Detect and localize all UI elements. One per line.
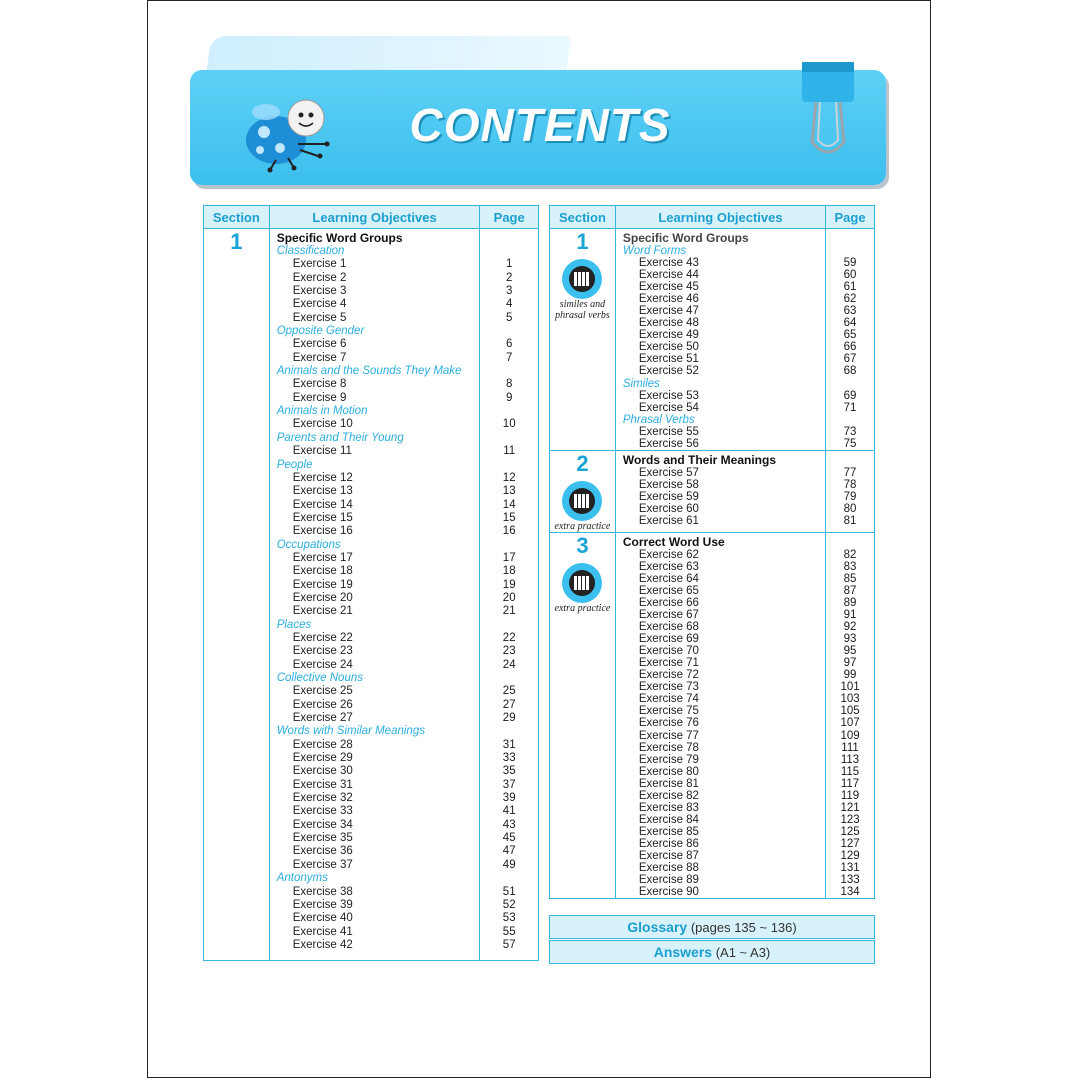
objectives-cell <box>615 450 825 532</box>
page-number: 109 <box>840 729 860 742</box>
exercise-link[interactable]: Exercise 34 <box>292 818 353 831</box>
exercise-link[interactable]: Exercise 32 <box>292 792 353 805</box>
exercise-link[interactable]: Exercise 28 <box>292 738 353 751</box>
objectives-header: Learning Objectives <box>269 206 480 229</box>
glossary-label: Glossary <box>627 919 688 935</box>
page-number: 60 <box>843 269 857 282</box>
page-number: 8 <box>506 378 513 391</box>
page-number: 41 <box>502 805 516 818</box>
exercise-link[interactable]: Exercise 81 <box>638 777 699 790</box>
subheading: Similes <box>622 377 660 390</box>
exercise-link[interactable]: Exercise 87 <box>638 849 699 862</box>
page-number: 80 <box>843 502 857 515</box>
section-cell <box>550 532 616 898</box>
exercise-link[interactable]: Exercise 58 <box>638 478 699 491</box>
section-header: Section <box>550 206 616 229</box>
group-title: Words and Their Meanings <box>622 452 777 467</box>
subheading: Collective Nouns <box>276 672 363 684</box>
page-number: 87 <box>843 584 857 597</box>
page-number: 31 <box>502 738 516 751</box>
exercise-link[interactable]: Exercise 40 <box>292 912 353 925</box>
exercise-link[interactable]: Exercise 31 <box>292 778 353 791</box>
exercise-link[interactable]: Exercise 18 <box>292 565 353 578</box>
subheading: Animals and the Sounds They Make <box>276 365 462 378</box>
page-number: 71 <box>843 401 857 414</box>
exercise-link[interactable]: Exercise 48 <box>638 317 699 330</box>
exercise-link[interactable]: Exercise 53 <box>638 389 699 402</box>
group-title: Correct Word Use <box>622 534 725 549</box>
page-number: 64 <box>843 317 857 330</box>
exercise-link[interactable]: Exercise 33 <box>292 805 353 818</box>
page-number: 117 <box>840 777 860 790</box>
exercise-link[interactable]: Exercise 3 <box>292 285 347 298</box>
section-number: 1 <box>230 229 243 254</box>
section-block <box>550 450 875 532</box>
exercise-link[interactable]: Exercise 67 <box>638 609 699 622</box>
page-number: 66 <box>843 341 857 354</box>
exercise-link[interactable]: Exercise 27 <box>292 712 353 725</box>
page-number: 113 <box>840 753 860 766</box>
page-number: 43 <box>502 818 516 831</box>
page-cell <box>826 229 875 451</box>
section-block <box>204 229 539 961</box>
page-number: 131 <box>840 862 860 875</box>
page-cell <box>826 450 875 532</box>
exercise-link[interactable]: Exercise 43 <box>638 257 699 270</box>
page-number: 49 <box>502 858 516 871</box>
page-number: 93 <box>843 633 857 646</box>
exercise-link[interactable]: Exercise 13 <box>292 485 353 498</box>
answers-label: Answers <box>653 944 713 960</box>
exercise-link[interactable]: Exercise 24 <box>292 658 353 671</box>
exercise-link[interactable]: Exercise 11 <box>292 445 352 458</box>
exercise-link[interactable]: Exercise 45 <box>638 281 699 294</box>
page-cell <box>826 532 875 898</box>
page-number: 82 <box>843 548 857 561</box>
page-number: 15 <box>502 511 516 524</box>
subheading: People <box>276 458 313 471</box>
exercise-link[interactable]: Exercise 90 <box>638 886 699 899</box>
page-number: 7 <box>506 351 513 364</box>
page-number: 17 <box>502 551 516 564</box>
page-number: 81 <box>843 514 857 527</box>
page-number: 89 <box>843 596 857 609</box>
exercise-link[interactable]: Exercise 36 <box>292 845 353 858</box>
page-number: 25 <box>502 685 516 698</box>
exercise-link[interactable]: Exercise 83 <box>638 801 699 814</box>
subheading: Places <box>276 618 312 631</box>
page-number: 97 <box>843 657 857 670</box>
page-number: 67 <box>843 353 857 366</box>
exercise-link[interactable]: Exercise 26 <box>292 698 353 711</box>
exercise-link[interactable]: Exercise 19 <box>292 578 353 591</box>
exercise-link[interactable]: Exercise 29 <box>292 752 353 765</box>
exercise-link[interactable]: Exercise 60 <box>638 502 699 515</box>
section-block <box>550 532 875 898</box>
exercise-link[interactable]: Exercise 88 <box>638 862 699 875</box>
page-number: 20 <box>502 591 516 604</box>
exercise-link[interactable]: Exercise 46 <box>638 293 699 306</box>
exercise-link[interactable]: Exercise 50 <box>638 341 699 354</box>
exercise-link[interactable]: Exercise 76 <box>638 717 699 730</box>
badge-caption: phrasal verbs <box>555 310 610 321</box>
page-number: 115 <box>840 765 860 778</box>
page-number: 129 <box>840 849 860 862</box>
page-number: 107 <box>840 717 860 730</box>
section-number: 2 <box>576 450 589 476</box>
exercise-link[interactable]: Exercise 16 <box>292 525 353 538</box>
page-number: 5 <box>506 311 513 324</box>
exercise-link[interactable]: Exercise 21 <box>292 605 353 618</box>
page-number: 121 <box>840 801 860 814</box>
exercise-link[interactable]: Exercise 80 <box>638 765 699 778</box>
subheading: Parents and Their Young <box>276 431 404 444</box>
exercise-link[interactable]: Exercise 75 <box>638 705 699 718</box>
page-number: 134 <box>840 886 860 899</box>
page-number: 101 <box>840 681 860 694</box>
page-number: 78 <box>843 478 857 491</box>
exercise-link[interactable]: Exercise 9 <box>292 391 347 404</box>
exercise-link[interactable]: Exercise 77 <box>638 729 699 742</box>
exercise-link[interactable]: Exercise 25 <box>292 685 353 698</box>
ladybug-mascot-icon <box>236 88 336 173</box>
page-number: 69 <box>843 389 857 402</box>
page-number: 91 <box>843 609 857 622</box>
objectives-header: Learning Objectives <box>615 206 825 229</box>
page-number: 133 <box>840 874 860 887</box>
page-number: 75 <box>843 437 857 450</box>
exercise-link[interactable]: Exercise 86 <box>638 837 699 850</box>
exercise-link[interactable]: Exercise 68 <box>638 621 699 634</box>
page-number: 21 <box>502 605 516 618</box>
exercise-link[interactable]: Exercise 5 <box>292 311 347 324</box>
exercise-link[interactable]: Exercise 10 <box>292 418 353 431</box>
exercise-link[interactable]: Exercise 22 <box>292 631 353 644</box>
page-number: 11 <box>503 445 516 458</box>
exercise-link[interactable]: Exercise 66 <box>638 596 699 609</box>
practice-badge-icon <box>562 563 602 603</box>
page-number: 2 <box>506 271 513 284</box>
page-number: 3 <box>506 285 513 298</box>
page-number: 4 <box>506 298 513 311</box>
exercise-link[interactable]: Exercise 69 <box>638 633 699 646</box>
exercise-link[interactable]: Exercise 70 <box>638 645 699 658</box>
exercise-link[interactable]: Exercise 30 <box>292 765 353 778</box>
exercise-link[interactable]: Exercise 82 <box>638 789 699 802</box>
glossary-link[interactable] <box>549 915 875 939</box>
exercise-link[interactable]: Exercise 55 <box>638 425 699 438</box>
contents-table-left <box>203 205 539 961</box>
exercise-link[interactable]: Exercise 41 <box>292 925 353 938</box>
page-number: 10 <box>502 418 516 431</box>
page-number: 127 <box>840 837 860 850</box>
exercise-link[interactable]: Exercise 89 <box>638 874 699 887</box>
section-block <box>550 229 875 451</box>
exercise-link[interactable]: Exercise 42 <box>292 938 353 951</box>
page-header: Page <box>826 206 875 229</box>
page-number: 68 <box>843 365 857 378</box>
page-number: 19 <box>502 578 516 591</box>
badge-caption: similes and <box>559 299 606 310</box>
practice-badge-icon <box>562 259 602 299</box>
page-number: 77 <box>843 466 857 479</box>
objectives-cell <box>615 229 825 451</box>
page-cell <box>480 229 539 961</box>
page-number: 59 <box>843 257 857 270</box>
exercise-link[interactable]: Exercise 49 <box>638 329 699 342</box>
binder-clip-icon <box>802 62 854 162</box>
subheading: Phrasal Verbs <box>622 413 695 426</box>
exercise-link[interactable]: Exercise 65 <box>638 584 699 597</box>
exercise-link[interactable]: Exercise 39 <box>292 898 353 911</box>
exercise-link[interactable]: Exercise 8 <box>292 378 347 391</box>
page-number: 45 <box>502 832 516 845</box>
exercise-link[interactable]: Exercise 6 <box>292 338 347 351</box>
group-title: Specific Word Groups <box>276 231 403 245</box>
exercise-link[interactable]: Exercise 57 <box>638 466 699 479</box>
exercise-link[interactable]: Exercise 38 <box>292 885 353 898</box>
page-number: 18 <box>502 565 516 578</box>
page-number: 51 <box>502 885 516 898</box>
page-number: 103 <box>840 693 860 706</box>
section-cell <box>204 229 270 961</box>
practice-badge-icon <box>562 481 602 521</box>
page-number: 73 <box>843 425 857 438</box>
page-number: 35 <box>502 765 516 778</box>
page-number: 12 <box>502 471 516 484</box>
exercise-link[interactable]: Exercise 63 <box>638 560 699 573</box>
page-number: 65 <box>843 329 857 342</box>
section-cell <box>550 450 616 532</box>
answers-link[interactable] <box>549 940 875 964</box>
exercise-link[interactable]: Exercise 64 <box>638 572 699 585</box>
page-number: 119 <box>840 789 860 802</box>
exercise-link[interactable]: Exercise 12 <box>292 471 353 484</box>
contents-table-right <box>549 205 875 899</box>
exercise-link[interactable]: Exercise 51 <box>638 353 699 366</box>
page-number: 47 <box>502 845 516 858</box>
page-number: 9 <box>506 391 513 404</box>
page-number: 92 <box>843 621 857 634</box>
subheading: Animals in Motion <box>276 405 368 418</box>
page-number: 24 <box>502 658 516 671</box>
section-cell <box>550 229 616 451</box>
page-number: 52 <box>502 898 516 911</box>
group-title: Specific Word Groups <box>622 231 749 245</box>
exercise-link[interactable]: Exercise 4 <box>292 298 347 311</box>
objectives-cell <box>269 229 480 961</box>
exercise-link[interactable]: Exercise 47 <box>638 305 699 318</box>
objectives-cell <box>615 532 825 898</box>
page-number: 23 <box>502 645 516 658</box>
page-number: 123 <box>840 813 860 826</box>
subheading: Word Forms <box>622 245 687 257</box>
page-number: 1 <box>506 258 513 271</box>
exercise-link[interactable]: Exercise 59 <box>638 490 699 503</box>
page-title: CONTENTS <box>409 99 671 151</box>
exercise-link[interactable]: Exercise 20 <box>292 591 353 604</box>
page-number: 79 <box>843 490 857 503</box>
page-number: 14 <box>502 498 516 511</box>
exercise-link[interactable]: Exercise 2 <box>292 271 347 284</box>
exercise-link[interactable]: Exercise 1 <box>292 258 347 271</box>
answers-pages: (A1 ~ A3) <box>715 945 771 960</box>
page-number: 39 <box>502 792 516 805</box>
page-header: Page <box>480 206 539 229</box>
exercise-link[interactable]: Exercise 62 <box>638 548 699 561</box>
exercise-link[interactable]: Exercise 14 <box>292 498 353 511</box>
subheading: Antonyms <box>276 872 328 885</box>
exercise-link[interactable]: Exercise 73 <box>638 681 699 694</box>
subheading: Occupations <box>276 538 341 551</box>
page-number: 57 <box>502 938 516 951</box>
page-number: 53 <box>502 912 516 925</box>
exercise-link[interactable]: Exercise 84 <box>638 813 699 826</box>
page-number: 27 <box>502 698 516 711</box>
exercise-link[interactable]: Exercise 56 <box>638 437 699 450</box>
page-number: 105 <box>840 705 860 718</box>
exercise-link[interactable]: Exercise 74 <box>638 693 699 706</box>
exercise-link[interactable]: Exercise 15 <box>292 511 353 524</box>
subheading: Classification <box>276 245 345 257</box>
page-number: 22 <box>502 631 516 644</box>
exercise-link[interactable]: Exercise 54 <box>638 401 699 414</box>
exercise-link[interactable]: Exercise 85 <box>638 825 699 838</box>
subheading: Opposite Gender <box>276 325 365 338</box>
page-number: 125 <box>840 825 860 838</box>
section-number: 1 <box>576 229 589 254</box>
exercise-link[interactable]: Exercise 44 <box>638 269 699 282</box>
exercise-link[interactable]: Exercise 52 <box>638 365 699 378</box>
exercise-link[interactable]: Exercise 71 <box>638 657 699 670</box>
page-number: 99 <box>843 669 857 682</box>
page-number: 37 <box>502 778 516 791</box>
page-number: 6 <box>506 338 513 351</box>
page-number: 55 <box>502 925 516 938</box>
badge-caption: extra practice <box>554 602 611 614</box>
exercise-link[interactable]: Exercise 23 <box>292 645 353 658</box>
exercise-link[interactable]: Exercise 79 <box>638 753 699 766</box>
exercise-link[interactable]: Exercise 72 <box>638 669 699 682</box>
page-number: 16 <box>502 525 516 538</box>
badge-caption: extra practice <box>554 520 611 532</box>
page-number: 111 <box>841 741 859 754</box>
exercise-link[interactable]: Exercise 17 <box>292 551 353 564</box>
exercise-link[interactable]: Exercise 37 <box>292 858 353 871</box>
glossary-pages: (pages 135 ~ 136) <box>690 920 797 935</box>
page-number: 33 <box>502 752 516 765</box>
exercise-link[interactable]: Exercise 78 <box>638 741 699 754</box>
page-number: 85 <box>843 572 857 585</box>
page-number: 13 <box>502 485 516 498</box>
page-number: 63 <box>843 305 857 318</box>
subheading: Words with Similar Meanings <box>276 725 425 738</box>
page-number: 29 <box>502 712 516 725</box>
section-header: Section <box>204 206 270 229</box>
exercise-link[interactable]: Exercise 61 <box>638 514 699 527</box>
page-number: 62 <box>843 293 857 306</box>
page-number: 61 <box>843 281 857 294</box>
section-number: 3 <box>576 532 589 558</box>
page-number: 83 <box>843 560 857 573</box>
exercise-link[interactable]: Exercise 35 <box>292 832 353 845</box>
exercise-link[interactable]: Exercise 7 <box>292 351 347 364</box>
page-number: 95 <box>843 645 857 658</box>
